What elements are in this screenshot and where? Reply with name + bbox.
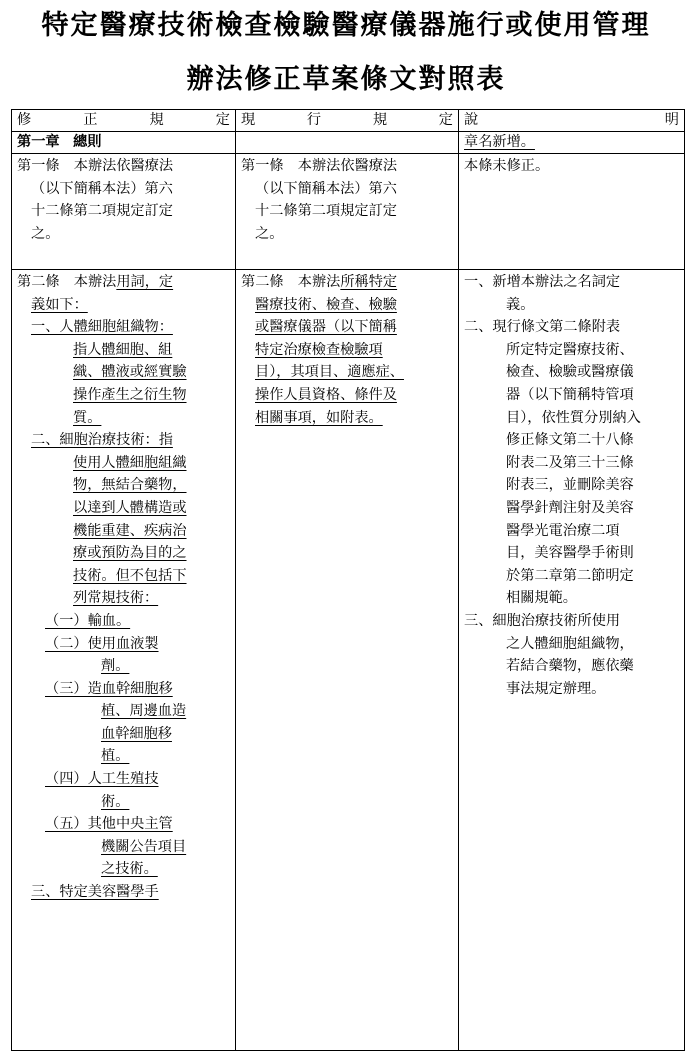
text-line bbox=[17, 633, 232, 656]
text-line bbox=[241, 316, 455, 339]
text-line: 目，美容醫學手術則 bbox=[506, 545, 634, 562]
text-line bbox=[17, 339, 232, 362]
explanation-text: 章名新增。 bbox=[464, 134, 535, 150]
text-line bbox=[17, 452, 232, 475]
explanation-article-2-cell bbox=[459, 270, 685, 1051]
amended-text: （一）輸血。 bbox=[45, 612, 131, 629]
text-line bbox=[241, 361, 455, 384]
table-row-article-2 bbox=[12, 270, 685, 1051]
deleted-text: 醫療技術、檢查、檢驗 bbox=[255, 296, 397, 313]
text-line bbox=[17, 520, 232, 543]
amended-text: 義如下： bbox=[31, 296, 88, 313]
text-line bbox=[17, 271, 232, 294]
text-line: 二、現行條文第二條附表 bbox=[464, 319, 621, 336]
text-line: 醫學針劑注射及美容 bbox=[506, 499, 634, 516]
amended-text: 術。 bbox=[101, 793, 130, 810]
amended-text: 一、人體細胞組織物： bbox=[31, 319, 173, 336]
amended-text: 操作產生之衍生物 bbox=[73, 386, 187, 403]
text-line: 之人體細胞組織物， bbox=[506, 635, 634, 652]
amended-text: （五）其他中央主管 bbox=[45, 816, 173, 833]
text-line: 若結合藥物，應依藥 bbox=[506, 658, 634, 675]
header-char: 明 bbox=[664, 112, 679, 128]
amended-text: 之技術。 bbox=[101, 861, 158, 878]
chapter-number: 第一章 bbox=[17, 134, 60, 150]
amended-text: 三、特定美容醫學手 bbox=[31, 884, 159, 901]
text-line bbox=[17, 745, 232, 768]
header-current-provisions bbox=[236, 110, 459, 132]
deleted-text: 或醫療儀器（以下簡稱 bbox=[255, 319, 397, 336]
amended-text: 血幹細胞移 bbox=[101, 725, 172, 742]
header-char: 現 bbox=[241, 112, 256, 128]
text-line: 義。 bbox=[506, 296, 535, 313]
text-line: 十二條第二項規定訂定 bbox=[31, 203, 173, 220]
text-line: （以下簡稱本法）第六 bbox=[31, 180, 173, 197]
amended-text: 指人體細胞、組 bbox=[73, 341, 173, 358]
text-line: 器（以下簡稱特管項 bbox=[506, 386, 634, 403]
text-line: 目），依性質分別納入 bbox=[506, 409, 641, 426]
deleted-text: 操作人員資格、條件及 bbox=[255, 386, 397, 403]
text-line bbox=[17, 384, 232, 407]
revised-article-1-cell bbox=[12, 154, 236, 270]
text-line bbox=[17, 474, 232, 497]
header-char: 正 bbox=[83, 112, 98, 128]
text-line bbox=[241, 384, 455, 407]
header-char: 定 bbox=[438, 112, 453, 128]
text-line bbox=[17, 678, 232, 701]
text-line bbox=[241, 271, 455, 294]
text-line bbox=[17, 542, 232, 565]
text-line bbox=[17, 858, 232, 881]
text-line bbox=[241, 407, 455, 430]
table-row-article-1 bbox=[12, 154, 685, 270]
text-line: 本條未修正。 bbox=[464, 158, 550, 174]
header-char: 定 bbox=[215, 112, 230, 128]
text-line bbox=[17, 429, 232, 452]
text-line bbox=[241, 339, 455, 362]
header-char: 行 bbox=[306, 112, 322, 128]
text-line bbox=[17, 836, 232, 859]
text-line bbox=[17, 361, 232, 384]
explanation-article-1-cell bbox=[459, 154, 685, 270]
amended-text: 植。 bbox=[101, 748, 130, 765]
text-line: 相關規範。 bbox=[506, 590, 577, 607]
text-line bbox=[17, 700, 232, 723]
amended-text: 機關公告項目 bbox=[101, 838, 187, 855]
text-line bbox=[17, 610, 232, 633]
header-char: 規 bbox=[149, 112, 164, 128]
amended-text: 二、細胞治療技術：指 bbox=[31, 432, 173, 449]
amended-text: 使用人體細胞組織 bbox=[73, 454, 187, 471]
header-char: 規 bbox=[372, 112, 388, 128]
deleted-text: 特定治療檢查檢驗項 bbox=[255, 341, 383, 358]
amended-text: （二）使用血液製 bbox=[45, 635, 159, 652]
text-line: 之。 bbox=[255, 225, 284, 242]
text-line bbox=[17, 587, 232, 610]
revised-article-2-cell bbox=[12, 270, 236, 1051]
text-line: 於第二章第二節明定 bbox=[506, 567, 634, 584]
text-line: （以下簡稱本法）第六 bbox=[255, 180, 397, 197]
amended-text: 織、體液或經實驗 bbox=[73, 364, 187, 381]
text-line bbox=[17, 791, 232, 814]
document-title-line-1: 特定醫療技術檢查檢驗醫療儀器施行或使用管理 bbox=[41, 10, 651, 41]
amended-text: 列常規技術： bbox=[73, 590, 159, 607]
revised-chapter-cell bbox=[12, 132, 236, 154]
text-line: 三、細胞治療技術所使用 bbox=[464, 612, 621, 629]
deleted-text: 所稱特定 bbox=[340, 274, 398, 290]
deleted-text: 相關事項，如附表。 bbox=[255, 409, 383, 426]
text-line bbox=[17, 723, 232, 746]
amended-text: 機能重建、疾病治 bbox=[73, 522, 187, 539]
text-line: 所定特定醫療技術、 bbox=[506, 341, 634, 358]
text-line: 第一條 本辦法依醫療法 bbox=[241, 158, 398, 174]
text-line bbox=[17, 881, 232, 904]
text-line: 附表三，並刪除美容 bbox=[506, 477, 634, 494]
header-revised-provisions bbox=[12, 110, 236, 132]
document-title-line-2: 辦法修正草案條文對照表 bbox=[186, 64, 506, 95]
text-line bbox=[17, 316, 232, 339]
amended-text: 療或預防為目的之 bbox=[73, 545, 187, 562]
explanation-chapter-cell bbox=[459, 132, 685, 154]
current-article-2-cell bbox=[236, 270, 459, 1051]
text-line: 十二條第二項規定訂定 bbox=[255, 203, 397, 220]
text-line: 醫學光電治療二項 bbox=[506, 522, 620, 539]
text-line: 事法規定辦理。 bbox=[506, 680, 606, 697]
header-char: 修 bbox=[17, 112, 32, 128]
current-article-1-cell bbox=[236, 154, 459, 270]
amended-text: 質。 bbox=[73, 409, 102, 426]
header-explanation bbox=[459, 110, 685, 132]
text-line: 第一條 本辦法依醫療法 bbox=[17, 158, 174, 174]
text-line bbox=[17, 813, 232, 836]
current-chapter-cell bbox=[236, 132, 459, 154]
amended-text: 劑。 bbox=[101, 658, 130, 675]
text-line: 一、新增本辦法之名詞定 bbox=[464, 274, 621, 290]
table-header-row bbox=[12, 110, 685, 132]
text-line: 附表二及第三十三條 bbox=[506, 454, 634, 471]
text-line bbox=[17, 294, 232, 317]
amended-text: （四）人工生殖技 bbox=[45, 771, 159, 788]
text-line bbox=[17, 565, 232, 588]
plain-text: 第二條 本辦法 bbox=[17, 274, 117, 290]
amended-text: 植、周邊血造 bbox=[101, 703, 187, 720]
amended-text: 以達到人體構造或 bbox=[73, 499, 187, 516]
amended-text: 技術。但不包括下 bbox=[73, 567, 187, 584]
text-line: 修正條文第二十八條 bbox=[506, 432, 634, 449]
plain-text: 第二條 本辦法 bbox=[241, 274, 341, 290]
deleted-text: 目），其項目、適應症、 bbox=[255, 364, 404, 381]
text-line bbox=[17, 655, 232, 678]
text-line bbox=[241, 294, 455, 317]
text-line bbox=[17, 768, 232, 791]
amended-text: 物，無結合藥物， bbox=[73, 477, 187, 494]
amended-text: 用詞，定 bbox=[116, 274, 174, 290]
text-line: 檢查、檢驗或醫療儀 bbox=[506, 364, 634, 381]
text-line: 之。 bbox=[31, 225, 60, 242]
chapter-name: 總則 bbox=[73, 134, 102, 150]
amended-text: （三）造血幹細胞移 bbox=[45, 680, 173, 697]
text-line bbox=[17, 497, 232, 520]
header-char: 說 bbox=[464, 112, 479, 128]
comparison-table bbox=[11, 109, 685, 1051]
table-row-chapter-1 bbox=[12, 132, 685, 154]
text-line bbox=[17, 407, 232, 430]
